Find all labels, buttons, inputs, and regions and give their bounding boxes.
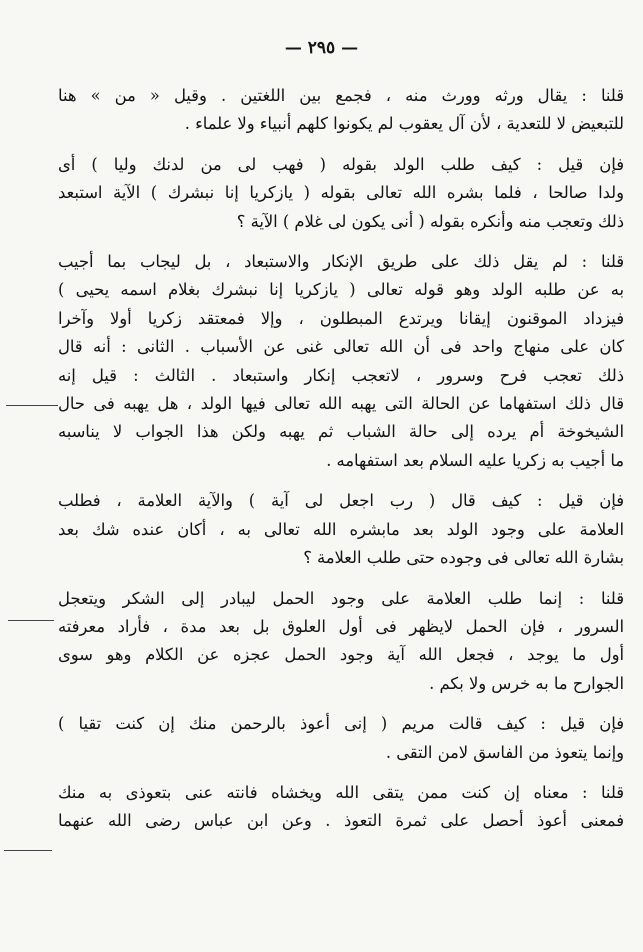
text-line: قلنا : يقال ورثه وورث منه ، فجمع بين اللغتين . وقيل « من » هنا [58, 86, 624, 105]
text-line: فيزداد الموقنون إيقانا ويرتدع المبطلون ، وإلا فمعتقد زكريا أولا وآخرا [58, 308, 624, 328]
text-line: قلنا : إنما طلب العلامة على وجود الحمل ليبادر إلى الشكر ويتعجل [58, 588, 624, 608]
text-line: قلنا : لم يقل ذلك على طريق الإنكار والاستبعاد ، بل ليجاب بما أجيب [58, 252, 624, 272]
text-line: قال ذلك استفهاما عن الحالة التى يهبه الله تعالى فيها الولد ، هل يهبه فى حال [58, 394, 624, 414]
text-line: بشارة الله تعالى فى وجوده حتى طلب العلامة ؟ [303, 548, 624, 568]
text-line: أول ما يوجد ، فجعل الله آية وجود الحمل عجزه عن الكلام وهو سوى [58, 645, 624, 665]
text-line: للتبعيض لا للتعدية ، لأن آل يعقوب لم يكونوا كلهم أنبياء ولا علماء . [184, 114, 624, 134]
paragraph [58, 779, 624, 836]
page-number: — ٢٩٥ — [284, 38, 359, 58]
text-line: كان على منهاج واحد فى أن الله تعالى غنى عن الأسباب . الثانى : أنه قال [58, 337, 624, 357]
text-line: ذلك وتعجب منه وأنكره بقوله ( أنى يكون لى غلام ) الآية ؟ [236, 211, 624, 231]
text-line: الجوارح ما به خرس ولا بكم . [429, 673, 624, 693]
text-line: ولدا صالحا ، فلما بشره الله تعالى بقوله ( يازكريا إنا نبشرك ) الآية استبعد [58, 183, 624, 203]
margin-pencil-mark [8, 620, 54, 621]
text-line: قلنا : معناه إن كنت ممن يتقى الله ويخشاه فانته عنى بتعوذى به منك [58, 782, 624, 802]
text-line: فإن قيل : كيف قال ( رب اجعل لى آية ) والآية العلامة ، فطلب [58, 491, 624, 511]
text-line: ذلك تعجب فرح وسرور ، لاتعجب إنكار واستبعاد . الثالث : قيل إنه [58, 365, 624, 385]
margin-pencil-mark [4, 850, 52, 851]
text-line: فإن قيل : كيف طلب الولد بقوله ( فهب لى من لدنك وليا ) أى [58, 154, 624, 174]
text-line: الشيخوخة أم يرده إلى حالة الشباب ثم يهبه ولكن هذا الجواب لا يناسبه [58, 422, 624, 442]
paragraph [58, 82, 624, 139]
paragraph [58, 585, 624, 699]
text-line: فمعنى أعوذ أحصل على ثمرة التعوذ . وعن ابن عباس رضى الله عنهما [58, 811, 624, 831]
text-line: فإن قيل : كيف قالت مريم ( إنى أعوذ بالرحمن منك إن كنت تقيا ) [58, 714, 624, 734]
paragraph [58, 710, 624, 767]
text-line: ما أجيب به زكريا عليه السلام بعد استفهامه . [326, 450, 624, 470]
margin-pencil-mark [6, 405, 58, 406]
text-line: به عن طلبه الولد وهو قوله تعالى ( يازكريا إنا نبشرك بغلام اسمه يحيى ) [58, 280, 624, 300]
page-body [58, 82, 624, 848]
text-line: العلامة على وجود الولد بعد مابشره الله تعالى به ، أكان عنده شك بعد [58, 519, 624, 539]
text-line: وإنما يتعوذ من الفاسق لامن التقى . [385, 742, 624, 762]
paragraph [58, 151, 624, 236]
paragraph [58, 248, 624, 475]
text-line: السرور ، فإن الحمل لايظهر فى أول العلوق بل بعد مدة ، فأراد معرفته [58, 616, 624, 636]
paragraph [58, 487, 624, 572]
